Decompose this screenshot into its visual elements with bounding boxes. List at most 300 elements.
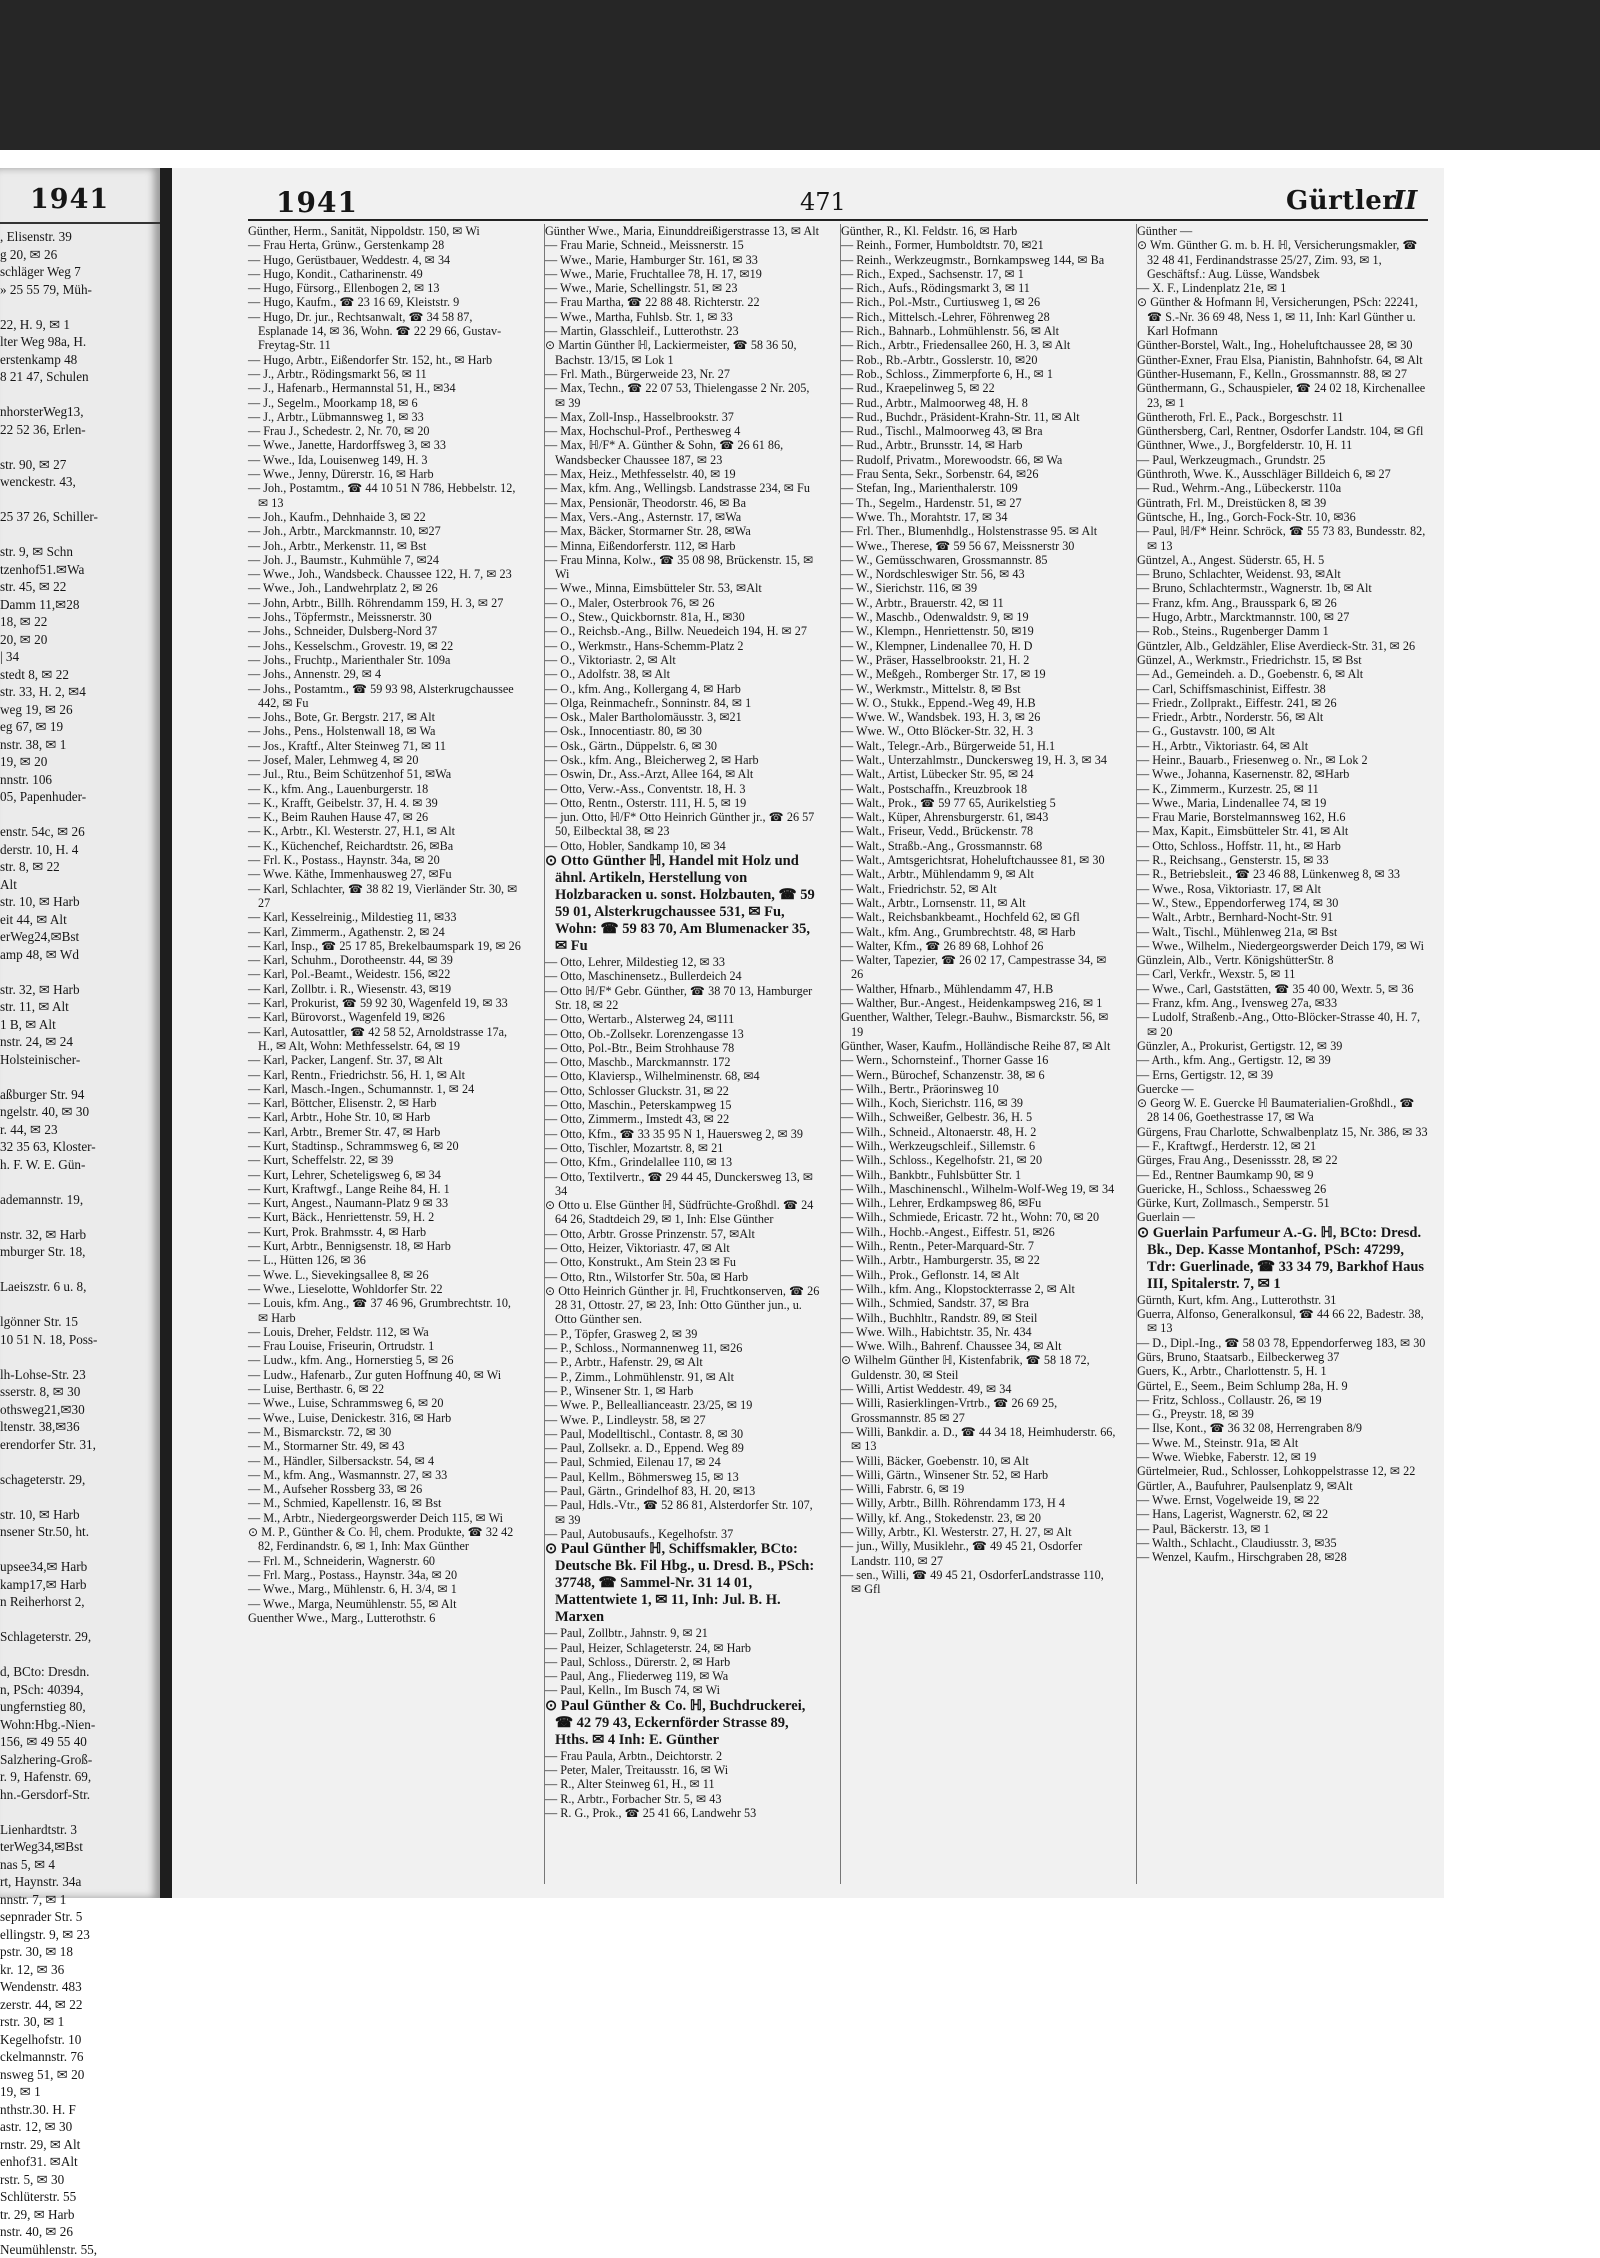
directory-entry: — Ad., Gemeindeh. a. D., Goebenstr. 6, ✉ Alt (1137, 667, 1429, 681)
directory-entry: Gürs, Bruno, Staatsarb., Eilbeckerweg 37 (1137, 1350, 1429, 1364)
directory-entry: ⊙ Otto Heinrich Günther jr. ℍ, Fruchtkonserven, ☎ 26 28 31, Ottostr. 27, ✉ 23, Inh: Otto Günther jun., u. Otto Günther sen. (545, 1284, 821, 1327)
directory-entry: — Arth., kfm. Ang., Gertigstr. 12, ✉ 39 (1137, 1053, 1429, 1067)
directory-entry: — Karl, Schlachter, ☎ 38 82 19, Vierländer Str. 30, ✉ 27 (248, 882, 524, 911)
directory-entry: — Max, Vers.-Ang., Asternstr. 17, ✉Wa (545, 510, 821, 524)
directory-entry: — W., Klempner, Lindenallee 70, H. D (841, 639, 1117, 653)
directory-entry: — Wilh., Schneid., Altonaerstr. 48, H. 2 (841, 1125, 1117, 1139)
directory-entry: Günzel, A., Werkmstr., Friedrichstr. 15, ✉ Bst (1137, 653, 1429, 667)
directory-entry: — M., Arbtr., Niedergeorgswerder Deich 115, ✉ Wi (248, 1511, 524, 1525)
directory-entry: — O., Reichsb.-Ang., Billw. Neuedeich 194, H. ✉ 27 (545, 624, 821, 638)
directory-entry: — Willi, Bäcker, Goebenstr. 10, ✉ Alt (841, 1454, 1117, 1468)
previous-page-line: rnstr. 29, ✉ Alt (0, 2136, 160, 2154)
previous-page-line (0, 806, 160, 824)
page-volume-roman: II (1393, 186, 1417, 216)
directory-entry: — Wwe., Joh., Wandsbeck. Chaussee 122, H. 7, ✉ 23 (248, 567, 524, 581)
previous-page-line: h. F. W. E. Gün- (0, 1156, 160, 1174)
directory-entry: — Carl, Verkfr., Wexstr. 5, ✉ 11 (1137, 967, 1429, 981)
directory-entry: Günther, Waser, Kaufm., Holländische Reihe 87, ✉ Alt (841, 1039, 1117, 1053)
directory-entry: — Johs., Töpfermstr., Meissnerstr. 30 (248, 610, 524, 624)
directory-columns (248, 224, 1428, 1884)
directory-entry: — P., Schloss., Normannenweg 11, ✉26 (545, 1341, 821, 1355)
directory-entry: — R., Reichsang., Gensterstr. 15, ✉ 33 (1137, 853, 1429, 867)
directory-entry: — Wwe. W., Otto Blöcker-Str. 32, H. 3 (841, 724, 1117, 738)
directory-entry: Guenther Wwe., Marg., Lutterothstr. 6 (248, 1611, 524, 1625)
directory-entry: — Paul, Ang., Fliederweg 119, ✉ Wa (545, 1669, 821, 1683)
previous-page-line: nthstr.30. H. F (0, 2101, 160, 2119)
directory-entry: — Willi, Artist Weddestr. 49, ✉ 34 (841, 1382, 1117, 1396)
directory-entry: Guercke — (1137, 1082, 1429, 1096)
directory-entry: — D., Dipl.-Ing., ☎ 58 03 78, Eppendorferweg 183, ✉ 30 (1137, 1336, 1429, 1350)
previous-page-line: lter Weg 98a, H. (0, 333, 160, 351)
directory-entry: — Rich., Pol.-Mstr., Curtiusweg 1, ✉ 26 (841, 295, 1117, 309)
directory-entry: — Osk., Innocentiastr. 80, ✉ 30 (545, 724, 821, 738)
directory-entry: — Reinh., Former, Humboldtstr. 70, ✉21 (841, 238, 1117, 252)
book-gutter (160, 168, 172, 1898)
previous-page-line (0, 1068, 160, 1086)
directory-entry: — Kurt, Prok. Brahmsstr. 4, ✉ Harb (248, 1225, 524, 1239)
directory-page (172, 168, 1444, 1898)
directory-entry: — Stefan, Ing., Marienthalerstr. 109 (841, 481, 1117, 495)
previous-page-line: stedt 8, ✉ 22 (0, 666, 160, 684)
directory-entry: — Kurt, Scheffelstr. 22, ✉ 39 (248, 1153, 524, 1167)
directory-entry: — Heinr., Bauarb., Friesenweg o. Nr., ✉ Lok 2 (1137, 753, 1429, 767)
directory-entry: — Kurt, Arbtr., Bennigsenstr. 18, ✉ Harb (248, 1239, 524, 1253)
previous-page-line: 8 21 47, Schulen (0, 368, 160, 386)
directory-entry: — Bruno, Schlachter, Weidenst. 93, ✉Alt (1137, 567, 1429, 581)
directory-entry: — Otto, Zimmerm., Imstedt 43, ✉ 22 (545, 1112, 821, 1126)
directory-entry: — Wilh., Koch, Sierichstr. 116, ✉ 39 (841, 1096, 1117, 1110)
directory-entry: — Luise, Berthastr. 6, ✉ 22 (248, 1382, 524, 1396)
directory-entry: — Paul, Zollsekr. a. D., Eppend. Weg 89 (545, 1441, 821, 1455)
directory-entry: Guers, K., Arbtr., Charlottenstr. 5, H. 1 (1137, 1364, 1429, 1378)
directory-entry: — Otto, Maschinensetz., Bullerdeich 24 (545, 969, 821, 983)
directory-entry: — Erns, Gertigstr. 12, ✉ 39 (1137, 1068, 1429, 1082)
directory-entry: — Rich., Arbtr., Friedensallee 260, H. 3, ✉ Alt (841, 338, 1117, 352)
scanner-background (0, 0, 1600, 150)
directory-entry: Günther — (1137, 224, 1429, 238)
directory-entry: Günther, Herm., Sanität, Nippoldstr. 150, ✉ Wi (248, 224, 524, 238)
directory-entry: — Max, Kapit., Eimsbütteler Str. 41, ✉ Alt (1137, 824, 1429, 838)
directory-entry: — W., Arbtr., Brauerstr. 42, ✉ 11 (841, 596, 1117, 610)
previous-page-line: 25 37 26, Schiller- (0, 508, 160, 526)
directory-entry: — Karl, Masch.-Ingen., Schumannstr. 1, ✉ 24 (248, 1082, 524, 1096)
previous-page-line (0, 526, 160, 544)
directory-column-2 (544, 224, 821, 1884)
previous-page-line: kamp17,✉ Harb (0, 1576, 160, 1594)
previous-page-line (0, 1173, 160, 1191)
directory-entry: — Walt., kfm. Ang., Grumbrechtstr. 48, ✉ Harb (841, 925, 1117, 939)
directory-entry: — Franz, kfm. Ang., Brausspark 6, ✉ 26 (1137, 596, 1429, 610)
directory-entry: — Walt., Tischl., Mühlenweg 21a, ✉ Bst (1137, 925, 1429, 939)
directory-entry: Gürtler, A., Baufuhrer, Paulsenplatz 9, ✉Alt (1137, 1479, 1429, 1493)
directory-entry: — Wwe., Marie, Fruchtallee 78, H. 17, ✉19 (545, 267, 821, 281)
directory-entry: — Walt., Reichsbankbeamt., Hochfeld 62, ✉ Gfl (841, 910, 1117, 924)
directory-entry: — John, Arbtr., Billh. Röhrendamm 159, H. 3, ✉ 27 (248, 596, 524, 610)
directory-entry: — Joh. J., Baumstr., Kuhmühle 7, ✉24 (248, 553, 524, 567)
right-margin (1444, 168, 1600, 1898)
directory-entry: — Hugo, Gerüstbauer, Weddestr. 4, ✉ 34 (248, 253, 524, 267)
directory-entry: — Wwe. L., Sievekingsallee 8, ✉ 26 (248, 1268, 524, 1282)
directory-entry: — Wwe., Ida, Louisenweg 149, H. 3 (248, 453, 524, 467)
directory-entry: — M., Aufseher Rossberg 33, ✉ 26 (248, 1482, 524, 1496)
directory-entry: — R., Alter Steinweg 61, H., ✉ 11 (545, 1777, 821, 1791)
directory-entry: Gürke, Kurt, Zollmasch., Semperstr. 51 (1137, 1196, 1429, 1210)
previous-page-line: nsweg 51, ✉ 20 (0, 2066, 160, 2084)
directory-entry: — O., kfm. Ang., Kollergang 4, ✉ Harb (545, 682, 821, 696)
directory-entry: — Rud., Arbtr., Malmoorweg 48, H. 8 (841, 396, 1117, 410)
directory-entry: — Joh., Arbtr., Marckmannstr. 10, ✉27 (248, 524, 524, 538)
previous-page-line: rt, Haynstr. 34a (0, 1873, 160, 1891)
directory-entry: — Jul., Rtu., Beim Schützenhof 51, ✉Wa (248, 767, 524, 781)
directory-entry: — Frau Paula, Arbtn., Deichtorstr. 2 (545, 1749, 821, 1763)
directory-entry: — Martin, Glasschleif., Lutterothstr. 23 (545, 324, 821, 338)
directory-entry: — Otto, Rtn., Wilstorfer Str. 50a, ✉ Harb (545, 1270, 821, 1284)
directory-entry: Güntheroth, Frl. E., Pack., Borgeschstr. 11 (1137, 410, 1429, 424)
directory-entry: ⊙ Guerlain Parfumeur A.-G. ℍ, BCto: Dresd. Bk., Dep. Kasse Montanhof, PSch: 47299, Tdr: Guerlinade, ☎ 33 34 79, Barkhof Haus III, Spitalerstr. 7, ✉ 1 (1137, 1225, 1429, 1293)
previous-page-line: erendorfer Str. 31, (0, 1436, 160, 1454)
directory-entry: — Johs., Fruchtp., Marienthaler Str. 109a (248, 653, 524, 667)
previous-page-line: 19, ✉ 1 (0, 2083, 160, 2101)
directory-entry: — Wwe., Therese, ☎ 59 56 67, Meissnerstr 30 (841, 539, 1117, 553)
directory-entry: Güntzler, Alb., Geldzähler, Elise Averdieck-Str. 31, ✉ 26 (1137, 639, 1429, 653)
directory-entry: — Kurt, Kraftwgf., Lange Reihe 84, H. 1 (248, 1182, 524, 1196)
directory-entry: — Wern., Bürochef, Schanzenstr. 38, ✉ 6 (841, 1068, 1117, 1082)
directory-entry: — Rob., Rb.-Arbtr., Gosslerstr. 10, ✉20 (841, 353, 1117, 367)
previous-page-line: enhof31. ✉Alt (0, 2153, 160, 2171)
directory-entry: — Paul, Werkzeugmach., Grundstr. 25 (1137, 453, 1429, 467)
directory-entry: — Paul, ℍ/F* Heinr. Schröck, ☎ 55 73 83, Bundesstr. 82, ✉ 13 (1137, 524, 1429, 553)
directory-entry: — Paul, Bäckerstr. 13, ✉ 1 (1137, 1522, 1429, 1536)
previous-page-line (0, 1541, 160, 1559)
directory-entry: — Ludw., kfm. Ang., Hornerstieg 5, ✉ 26 (248, 1353, 524, 1367)
directory-entry: — Otto, Kfm., ☎ 33 35 95 N 1, Hauersweg 2, ✉ 39 (545, 1127, 821, 1141)
previous-page-line: terWeg34,✉Bst (0, 1838, 160, 1856)
directory-entry: — W. O., Stukk., Eppend.-Weg 49, H.B (841, 696, 1117, 710)
previous-page-line: Holsteinischer- (0, 1051, 160, 1069)
directory-entry: — Max, Pensionär, Theodorstr. 46, ✉ Ba (545, 496, 821, 510)
previous-page-line: mburger Str. 18, (0, 1243, 160, 1261)
directory-entry: — Willy, Arbtr., Kl. Westerstr. 27, H. 27, ✉ Alt (841, 1525, 1117, 1539)
directory-entry: — J., Arbtr., Rödingsmarkt 56, ✉ 11 (248, 367, 524, 381)
directory-entry: — Wilh., Buchhltr., Randstr. 89, ✉ Steil (841, 1311, 1117, 1325)
previous-page-line (0, 1348, 160, 1366)
directory-entry: — O., Werkmstr., Hans-Schemm-Platz 2 (545, 639, 821, 653)
directory-entry: — Johs., Bote, Gr. Bergstr. 217, ✉ Alt (248, 710, 524, 724)
directory-entry: — Paul, Kelln., Im Busch 74, ✉ Wi (545, 1683, 821, 1697)
previous-page-line (0, 438, 160, 456)
previous-page-line: Wendenstr. 483 (0, 1978, 160, 1996)
directory-entry: — Walt., Küper, Ahrensburgerstr. 61, ✉43 (841, 810, 1117, 824)
directory-entry: — J., Hafenarb., Hermannstal 51, H., ✉34 (248, 381, 524, 395)
directory-entry: — Wwe. Käthe, Immenhausweg 27, ✉Fu (248, 867, 524, 881)
directory-entry: — W., Klempn., Henriettenstr. 50, ✉19 (841, 624, 1117, 638)
directory-entry: — Wilh., Lehrer, Erdkampsweg 86, ✉Fu (841, 1196, 1117, 1210)
directory-entry: — Paul, Schmied, Eilenau 17, ✉ 24 (545, 1455, 821, 1469)
previous-page-line: nstr. 40, ✉ 26 (0, 2223, 160, 2241)
directory-entry: — Frau Marie, Schneid., Meissnerstr. 15 (545, 238, 821, 252)
directory-column-4 (1136, 224, 1429, 1884)
previous-page-line: r. 44, ✉ 23 (0, 1121, 160, 1139)
directory-entry: — Wilh., Bertr., Präorinsweg 10 (841, 1082, 1117, 1096)
directory-entry: ⊙ Otto u. Else Günther ℍ, Südfrüchte-Großhdl. ☎ 24 64 26, Stadtdeich 29, ✉ 1, Inh: Else Günther (545, 1198, 821, 1227)
directory-entry: — Rudolf, Privatm., Morewoodstr. 66, ✉ Wa (841, 453, 1117, 467)
previous-page-line: 10 51 N. 18, Poss- (0, 1331, 160, 1349)
directory-entry: — Frau J., Schedestr. 2, Nr. 70, ✉ 20 (248, 424, 524, 438)
directory-entry: — Otto, Schloss., Hoffstr. 11, ht., ✉ Harb (1137, 839, 1429, 853)
previous-page-line: Neumühlenstr. 55, (0, 2241, 160, 2258)
directory-entry: — Wwe. Th., Morahtstr. 17, ✉ 34 (841, 510, 1117, 524)
directory-entry: — Wwe. Ernst, Vogelweide 19, ✉ 22 (1137, 1493, 1429, 1507)
previous-page-line (0, 491, 160, 509)
directory-entry: — Karl, Autosattler, ☎ 42 58 52, Arnoldstrasse 17a, H., ✉ Alt, Wohn: Methfesselstr. 64, ✉ 19 (248, 1025, 524, 1054)
directory-entry: — Wwe., Wilhelm., Niedergeorgswerder Deich 179, ✉ Wi (1137, 939, 1429, 953)
directory-entry: — Wilh., Hochb.-Angest., Eiffestr. 51, ✉26 (841, 1225, 1117, 1239)
previous-page-line: nas 5, ✉ 4 (0, 1856, 160, 1874)
directory-entry: — Otto, Heizer, Viktoriastr. 47, ✉ Alt (545, 1241, 821, 1255)
directory-entry: Günthroth, Wwe. K., Ausschläger Billdeich 6, ✉ 27 (1137, 467, 1429, 481)
previous-page-line: lh-Lohse-Str. 23 (0, 1366, 160, 1384)
directory-entry: — Frau Minna, Kolw., ☎ 35 08 98, Brückenstr. 15, ✉ Wi (545, 553, 821, 582)
previous-page-line: 20, ✉ 20 (0, 631, 160, 649)
directory-entry: — Karl, Rentn., Friedrichstr. 56, H. 1, ✉ Alt (248, 1068, 524, 1082)
directory-entry: — Osk., kfm. Ang., Bleicherweg 2, ✉ Harb (545, 753, 821, 767)
previous-page-line: kr. 12, ✉ 36 (0, 1961, 160, 1979)
previous-page-line: 19, ✉ 20 (0, 753, 160, 771)
previous-page-line: nsener Str.50, ht. (0, 1523, 160, 1541)
directory-entry: — Joh., Kaufm., Dehnhaide 3, ✉ 22 (248, 510, 524, 524)
directory-entry: — Friedr., Arbtr., Norderstr. 56, ✉ Alt (1137, 710, 1429, 724)
directory-entry: — Wwe. M., Steinstr. 91a, ✉ Alt (1137, 1436, 1429, 1450)
directory-entry: — Joh., Postamtm., ☎ 44 10 51 N 786, Hebbelstr. 12, ✉ 13 (248, 481, 524, 510)
directory-entry: — Frl. K., Postass., Haynstr. 34a, ✉ 20 (248, 853, 524, 867)
directory-entry: — Paul, Heizer, Schlageterstr. 24, ✉ Harb (545, 1641, 821, 1655)
directory-entry: — Wwe., Minna, Eimsbütteler Str. 53, ✉Alt (545, 581, 821, 595)
directory-entry: — Karl, Zimmerm., Agathenstr. 2, ✉ 24 (248, 925, 524, 939)
directory-entry: — Wilh., kfm. Ang., Klopstockterrasse 2, ✉ Alt (841, 1282, 1117, 1296)
directory-entry: — Karl, Bürovorst., Wagenfeld 19, ✉26 (248, 1010, 524, 1024)
previous-page-line (0, 1453, 160, 1471)
directory-entry: — Max, Techn., ☎ 22 07 53, Thielengasse 2 Nr. 205, ✉ 39 (545, 381, 821, 410)
directory-entry: — Wwe., Joh., Landwehrplatz 2, ✉ 26 (248, 581, 524, 595)
directory-entry: — G., Gustavstr. 100, ✉ Alt (1137, 724, 1429, 738)
directory-entry: — Wilh., Schweißer, Gelbestr. 36, H. 5 (841, 1110, 1117, 1124)
directory-entry: — Willy, Arbtr., Billh. Röhrendamm 173, H 4 (841, 1496, 1117, 1510)
directory-entry: — Wwe., Marga, Neumühlenstr. 55, ✉ Alt (248, 1597, 524, 1611)
directory-entry: — Josef, Maler, Lehmweg 4, ✉ 20 (248, 753, 524, 767)
previous-page-line: weg 19, ✉ 26 (0, 701, 160, 719)
directory-entry: — Oswin, Dr., Ass.-Arzt, Allee 164, ✉ Alt (545, 767, 821, 781)
directory-entry: — W., Sierichstr. 116, ✉ 39 (841, 581, 1117, 595)
directory-entry: — Ludolf, Straßenb.-Ang., Otto-Blöcker-Strasse 40, H. 7, ✉ 20 (1137, 1010, 1429, 1039)
page-keyword: Gürtler (1286, 186, 1396, 216)
directory-entry: — Wwe., Marie, Hamburger Str. 161, ✉ 33 (545, 253, 821, 267)
previous-page-line: ademannstr. 19, (0, 1191, 160, 1209)
directory-entry: — Frau Louise, Friseurin, Ortrudstr. 1 (248, 1339, 524, 1353)
directory-entry: — Hugo, Dr. jur., Rechtsanwalt, ☎ 34 58 87, Esplanade 14, ✉ 36, Wohn. ☎ 22 29 66, Gustav-Freytag-Str. 11 (248, 310, 524, 353)
directory-entry: — Otto, Klaviersp., Wilhelminenstr. 68, ✉4 (545, 1069, 821, 1083)
previous-page-line: sserstr. 8, ✉ 30 (0, 1383, 160, 1401)
directory-entry: — Frl. Ther., Blumenhdlg., Holstenstrasse 95. ✉ Alt (841, 524, 1117, 538)
directory-entry: — Minna, Eißendorferstr. 112, ✉ Harb (545, 539, 821, 553)
directory-entry: — Otto, Rentn., Osterstr. 111, H. 5, ✉ 19 (545, 796, 821, 810)
previous-page-line: 22 52 36, Erlen- (0, 421, 160, 439)
page-year: 1941 (276, 186, 358, 219)
directory-entry: — Th., Segelm., Hardenstr. 51, ✉ 27 (841, 496, 1117, 510)
directory-entry: ⊙ Günther & Hofmann ℍ, Versicherungen, PSch: 22241, ☎ S.-Nr. 36 69 48, Ness 1, ✉ 11, Inh: Karl Günther u. Karl Hofmann (1137, 295, 1429, 338)
directory-entry: Günthersberg, Carl, Rentner, Osdorfer Landstr. 104, ✉ Gfl (1137, 424, 1429, 438)
directory-entry: — Wwe. P., Belleallianceastr. 23/25, ✉ 19 (545, 1398, 821, 1412)
directory-entry: — Walther, Bur.-Angest., Heidenkampsweg 216, ✉ 1 (841, 996, 1117, 1010)
previous-page-line: Damm 11,✉28 (0, 596, 160, 614)
previous-page-line (0, 386, 160, 404)
directory-entry: — Hugo, Fürsorg., Ellenbogen 2, ✉ 13 (248, 281, 524, 295)
directory-entry: — Wwe., Janette, Hardorffsweg 3, ✉ 33 (248, 438, 524, 452)
previous-page-line: d, BCto: Dresdn. (0, 1663, 160, 1681)
previous-page-line (0, 1208, 160, 1226)
directory-entry: — Friedr., Zollprakt., Eiffestr. 241, ✉ 26 (1137, 696, 1429, 710)
directory-entry: — Rob., Steins., Rugenberger Damm 1 (1137, 624, 1429, 638)
directory-entry: — Wwe., Lieselotte, Wohldorfer Str. 22 (248, 1282, 524, 1296)
directory-entry: — jun. Otto, ℍ/F* Otto Heinrich Günther jr., ☎ 26 57 50, Eilbecktal 38, ✉ 23 (545, 810, 821, 839)
directory-entry: — H., Arbtr., Viktoriastr. 64, ✉ Alt (1137, 739, 1429, 753)
directory-entry: — Otto, Schlosser Gluckstr. 31, ✉ 22 (545, 1084, 821, 1098)
directory-entry: — Ilse, Kont., ☎ 36 32 08, Herrengraben 8/9 (1137, 1421, 1429, 1435)
directory-entry: Guerlain — (1137, 1210, 1429, 1224)
previous-page-line: g 20, ✉ 26 (0, 246, 160, 264)
directory-entry: ⊙ Wm. Günther G. m. b. H. ℍ, Versicherungsmakler, ☎ 32 48 41, Ferdinandstrasse 25/27, Zim. 93, ✉ 1, Geschäftsf.: Aug. Lüsse, Wandsbek (1137, 238, 1429, 281)
directory-entry: — Rob., Schloss., Zimmerpforte 6, H., ✉ 1 (841, 367, 1117, 381)
directory-entry: Gürges, Frau Ang., Desenissstr. 28, ✉ 22 (1137, 1153, 1429, 1167)
directory-entry: Gürgens, Frau Charlotte, Schwalbenplatz 15, Nr. 386, ✉ 33 (1137, 1125, 1429, 1139)
directory-entry: — Wilh., Bankbtr., Fuhlsbütter Str. 1 (841, 1168, 1117, 1182)
directory-entry: — Willy, kf. Ang., Stokedenstr. 23, ✉ 20 (841, 1511, 1117, 1525)
directory-entry: — Karl, Böttcher, Elisenstr. 2, ✉ Harb (248, 1096, 524, 1110)
previous-page-line: Laeiszstr. 6 u. 8, (0, 1278, 160, 1296)
directory-entry: — W., Werkmstr., Mittelstr. 8, ✉ Bst (841, 682, 1117, 696)
directory-entry: — Karl, Packer, Langenf. Str. 37, ✉ Alt (248, 1053, 524, 1067)
directory-entry: — K., Krafft, Geibelstr. 37, H. 4. ✉ 39 (248, 796, 524, 810)
directory-entry: — Otto, Tischler, Mozartstr. 8, ✉ 21 (545, 1141, 821, 1155)
directory-entry: — O., Viktoriastr. 2, ✉ Alt (545, 653, 821, 667)
directory-entry: ⊙ Martin Günther ℍ, Lackiermeister, ☎ 58 36 50, Bachstr. 13/15, ✉ Lok 1 (545, 338, 821, 367)
directory-entry: — W., Meßgeh., Romberger Str. 17, ✉ 19 (841, 667, 1117, 681)
previous-page-line: tzenhof51.✉Wa (0, 561, 160, 579)
directory-entry: ⊙ Otto Günther ℍ, Handel mit Holz und ähnl. Artikeln, Herstellung von Holzbaracken u. sonst. Holzbauten, ☎ 59 59 01, Alsterkrugchaussee 531, ✉ Fu, Wohn: ☎ 59 83 70, Am Blumenacker 35, ✉ Fu (545, 853, 821, 955)
previous-page-line: upsee34,✉ Harb (0, 1558, 160, 1576)
directory-entry: — Wwe., Marg., Mühlenstr. 6, H. 3/4, ✉ 1 (248, 1582, 524, 1596)
previous-page-line: ungfernstieg 80, (0, 1698, 160, 1716)
directory-entry: — Peter, Maler, Treitausstr. 16, ✉ Wi (545, 1763, 821, 1777)
previous-page-line: 32 35 63, Kloster- (0, 1138, 160, 1156)
previous-page-line: Kegelhofstr. 10 (0, 2031, 160, 2049)
previous-page-line: 1 B, ✉ Alt (0, 1016, 160, 1034)
directory-entry: — Osk., Maler Bartholomäusstr. 3, ✉21 (545, 710, 821, 724)
previous-page-line: nstr. 24, ✉ 24 (0, 1033, 160, 1051)
directory-entry: — Wilh., Schmiede, Ericastr. 72 ht., Wohn: 70, ✉ 20 (841, 1210, 1117, 1224)
previous-page-line: nstr. 38, ✉ 1 (0, 736, 160, 754)
directory-column-1 (248, 224, 524, 1884)
directory-entry: Gürnth, Kurt, kfm. Ang., Lutterothstr. 31 (1137, 1293, 1429, 1307)
directory-entry: — Johs., Postamtm., ☎ 59 93 98, Alsterkrugchaussee 442, ✉ Fu (248, 682, 524, 711)
directory-entry: — X. F., Lindenplatz 21e, ✉ 1 (1137, 281, 1429, 295)
directory-entry: — Johs., Pens., Holstenwall 18, ✉ Wa (248, 724, 524, 738)
directory-entry: — Walther, Hfnarb., Mühlendamm 47, H.B (841, 982, 1117, 996)
directory-entry: — Hugo, Kondit., Catharinenstr. 49 (248, 267, 524, 281)
previous-page-line: lgönner Str. 15 (0, 1313, 160, 1331)
directory-entry: — Karl, Zollbtr. i. R., Wiesenstr. 43, ✉19 (248, 982, 524, 996)
directory-entry: — Willi, Fabrstr. 6, ✉ 19 (841, 1482, 1117, 1496)
previous-page-line: tr. 29, ✉ Harb (0, 2206, 160, 2224)
previous-page-line: ngelstr. 40, ✉ 30 (0, 1103, 160, 1121)
previous-page-line: nstr. 32, ✉ Harb (0, 1226, 160, 1244)
directory-entry: — Frl. Math., Bürgerweide 23, Nr. 27 (545, 367, 821, 381)
previous-page-line: Alt (0, 876, 160, 894)
previous-page-line: str. 11, ✉ Alt (0, 998, 160, 1016)
directory-entry: — Wwe. Wiebke, Faberstr. 12, ✉ 19 (1137, 1450, 1429, 1464)
directory-entry: — Otto, Arbtr. Grosse Prinzenstr. 57, ✉Alt (545, 1227, 821, 1241)
previous-page-line: schageterstr. 29, (0, 1471, 160, 1489)
directory-entry: — Rud., Buchdr., Präsident-Krahn-Str. 11, ✉ Alt (841, 410, 1117, 424)
directory-entry: — Frl. Marg., Postass., Haynstr. 34a, ✉ 20 (248, 1568, 524, 1582)
previous-page-line (0, 963, 160, 981)
directory-entry: ⊙ Paul Günther & Co. ℍ, Buchdruckerei, ☎ 42 79 43, Eckernförder Strasse 89, Hths. ✉ 4 Inh: E. Günther (545, 1698, 821, 1749)
previous-page-line (0, 1646, 160, 1664)
directory-entry: ⊙ Paul Günther ℍ, Schiffsmakler, BCto: Deutsche Bk. Fil Hbg., u. Dresd. B., PSch: 37748, ☎ Sammel-Nr. 31 14 01, Mattentwiete 1, ✉ 11, Inh: Jul. B. H. Marxen (545, 1541, 821, 1626)
directory-entry: — Osk., Gärtn., Düppelstr. 6, ✉ 30 (545, 739, 821, 753)
directory-entry: — Otto, Hobler, Sandkamp 10, ✉ 34 (545, 839, 821, 853)
directory-entry: — Frau Martha, ☎ 22 88 48. Richterstr. 22 (545, 295, 821, 309)
previous-page-line: erstenkamp 48 (0, 351, 160, 369)
directory-entry: — Rud., Arbtr., Brunsstr. 14, ✉ Harb (841, 438, 1117, 452)
directory-entry: ⊙ M. P., Günther & Co. ℍ, chem. Produkte, ☎ 32 42 82, Ferdinandstr. 6, ✉ 1, Inh: Max Günther (248, 1525, 524, 1554)
directory-entry: — Otto, Ob.-Zollsekr. Lorenzengasse 13 (545, 1027, 821, 1041)
directory-entry: — Louis, kfm. Ang., ☎ 37 46 96, Grumbrechtstr. 10, ✉ Harb (248, 1296, 524, 1325)
directory-entry: — Karl, Pol.-Beamt., Weidestr. 156, ✉22 (248, 967, 524, 981)
directory-entry: — W., Gemüsschwaren, Grossmannstr. 85 (841, 553, 1117, 567)
directory-entry: — Fritz, Schloss., Collaustr. 26, ✉ 19 (1137, 1393, 1429, 1407)
directory-entry: Günther-Exner, Frau Elsa, Pianistin, Bahnhofstr. 64, ✉ Alt (1137, 353, 1429, 367)
previous-page-line: erWeg24,✉Bst (0, 928, 160, 946)
directory-entry: — Walt., Straßb.-Ang., Grossmannstr. 68 (841, 839, 1117, 853)
directory-entry: — Johs., Schneider, Dulsberg-Nord 37 (248, 624, 524, 638)
directory-entry: ⊙ Georg W. E. Guercke ℍ Baumaterialien-Großhdl., ☎ 28 14 06, Goethestrasse 17, ✉ Wa (1137, 1096, 1429, 1125)
directory-entry: Gürtelmeier, Rud., Schlosser, Lohkoppelstrasse 12, ✉ 22 (1137, 1464, 1429, 1478)
previous-page-line: str. 9, ✉ Schn (0, 543, 160, 561)
directory-entry: — P., Töpfer, Grasweg 2, ✉ 39 (545, 1327, 821, 1341)
directory-entry: Guenther, Walther, Telegr.-Bauhw., Bismarckstr. 56, ✉ 19 (841, 1010, 1117, 1039)
directory-entry: — W., Präser, Hasselbrookstr. 21, H. 2 (841, 653, 1117, 667)
directory-entry: — Otto, Textilvertr., ☎ 29 44 45, Dunckersweg 13, ✉ 34 (545, 1170, 821, 1199)
directory-entry: — Max, kfm. Ang., Wellingsb. Landstrasse 234, ✉ Fu (545, 481, 821, 495)
directory-entry: — Rud., Kraepelinweg 5, ✉ 22 (841, 381, 1117, 395)
directory-entry: — R., Betriebsleit., ☎ 23 46 88, Lünkenweg 8, ✉ 33 (1137, 867, 1429, 881)
directory-entry: Güntzel, A., Angest. Süderstr. 65, H. 5 (1137, 553, 1429, 567)
directory-entry: Günther Wwe., Maria, Einunddreißigerstrasse 13, ✉ Alt (545, 224, 821, 238)
previous-page-line: str. 32, ✉ Harb (0, 981, 160, 999)
previous-page-line: eit 44, ✉ Alt (0, 911, 160, 929)
previous-page-line: Schlageterstr. 29, (0, 1628, 160, 1646)
directory-entry: — M., kfm. Ang., Wasmannstr. 27, ✉ 33 (248, 1468, 524, 1482)
directory-entry: — Walt., Amtsgerichtsrat, Hoheluftchaussee 81, ✉ 30 (841, 853, 1117, 867)
directory-entry: — Otto, Kfm., Grindelallee 110, ✉ 13 (545, 1155, 821, 1169)
directory-entry: — Walter, Kfm., ☎ 26 89 68, Lohhof 26 (841, 939, 1117, 953)
previous-page-line: str. 8, ✉ 22 (0, 858, 160, 876)
directory-entry: — Hugo, Arbtr., Eißendorfer Str. 152, ht., ✉ Harb (248, 353, 524, 367)
previous-page-line: Lienhardtstr. 3 (0, 1821, 160, 1839)
previous-page-line: derstr. 10, H. 4 (0, 841, 160, 859)
directory-entry: Güntrath, Frl. M., Dreistücken 8, ✉ 39 (1137, 496, 1429, 510)
directory-entry: — Johs., Annenstr. 29, ✉ 4 (248, 667, 524, 681)
